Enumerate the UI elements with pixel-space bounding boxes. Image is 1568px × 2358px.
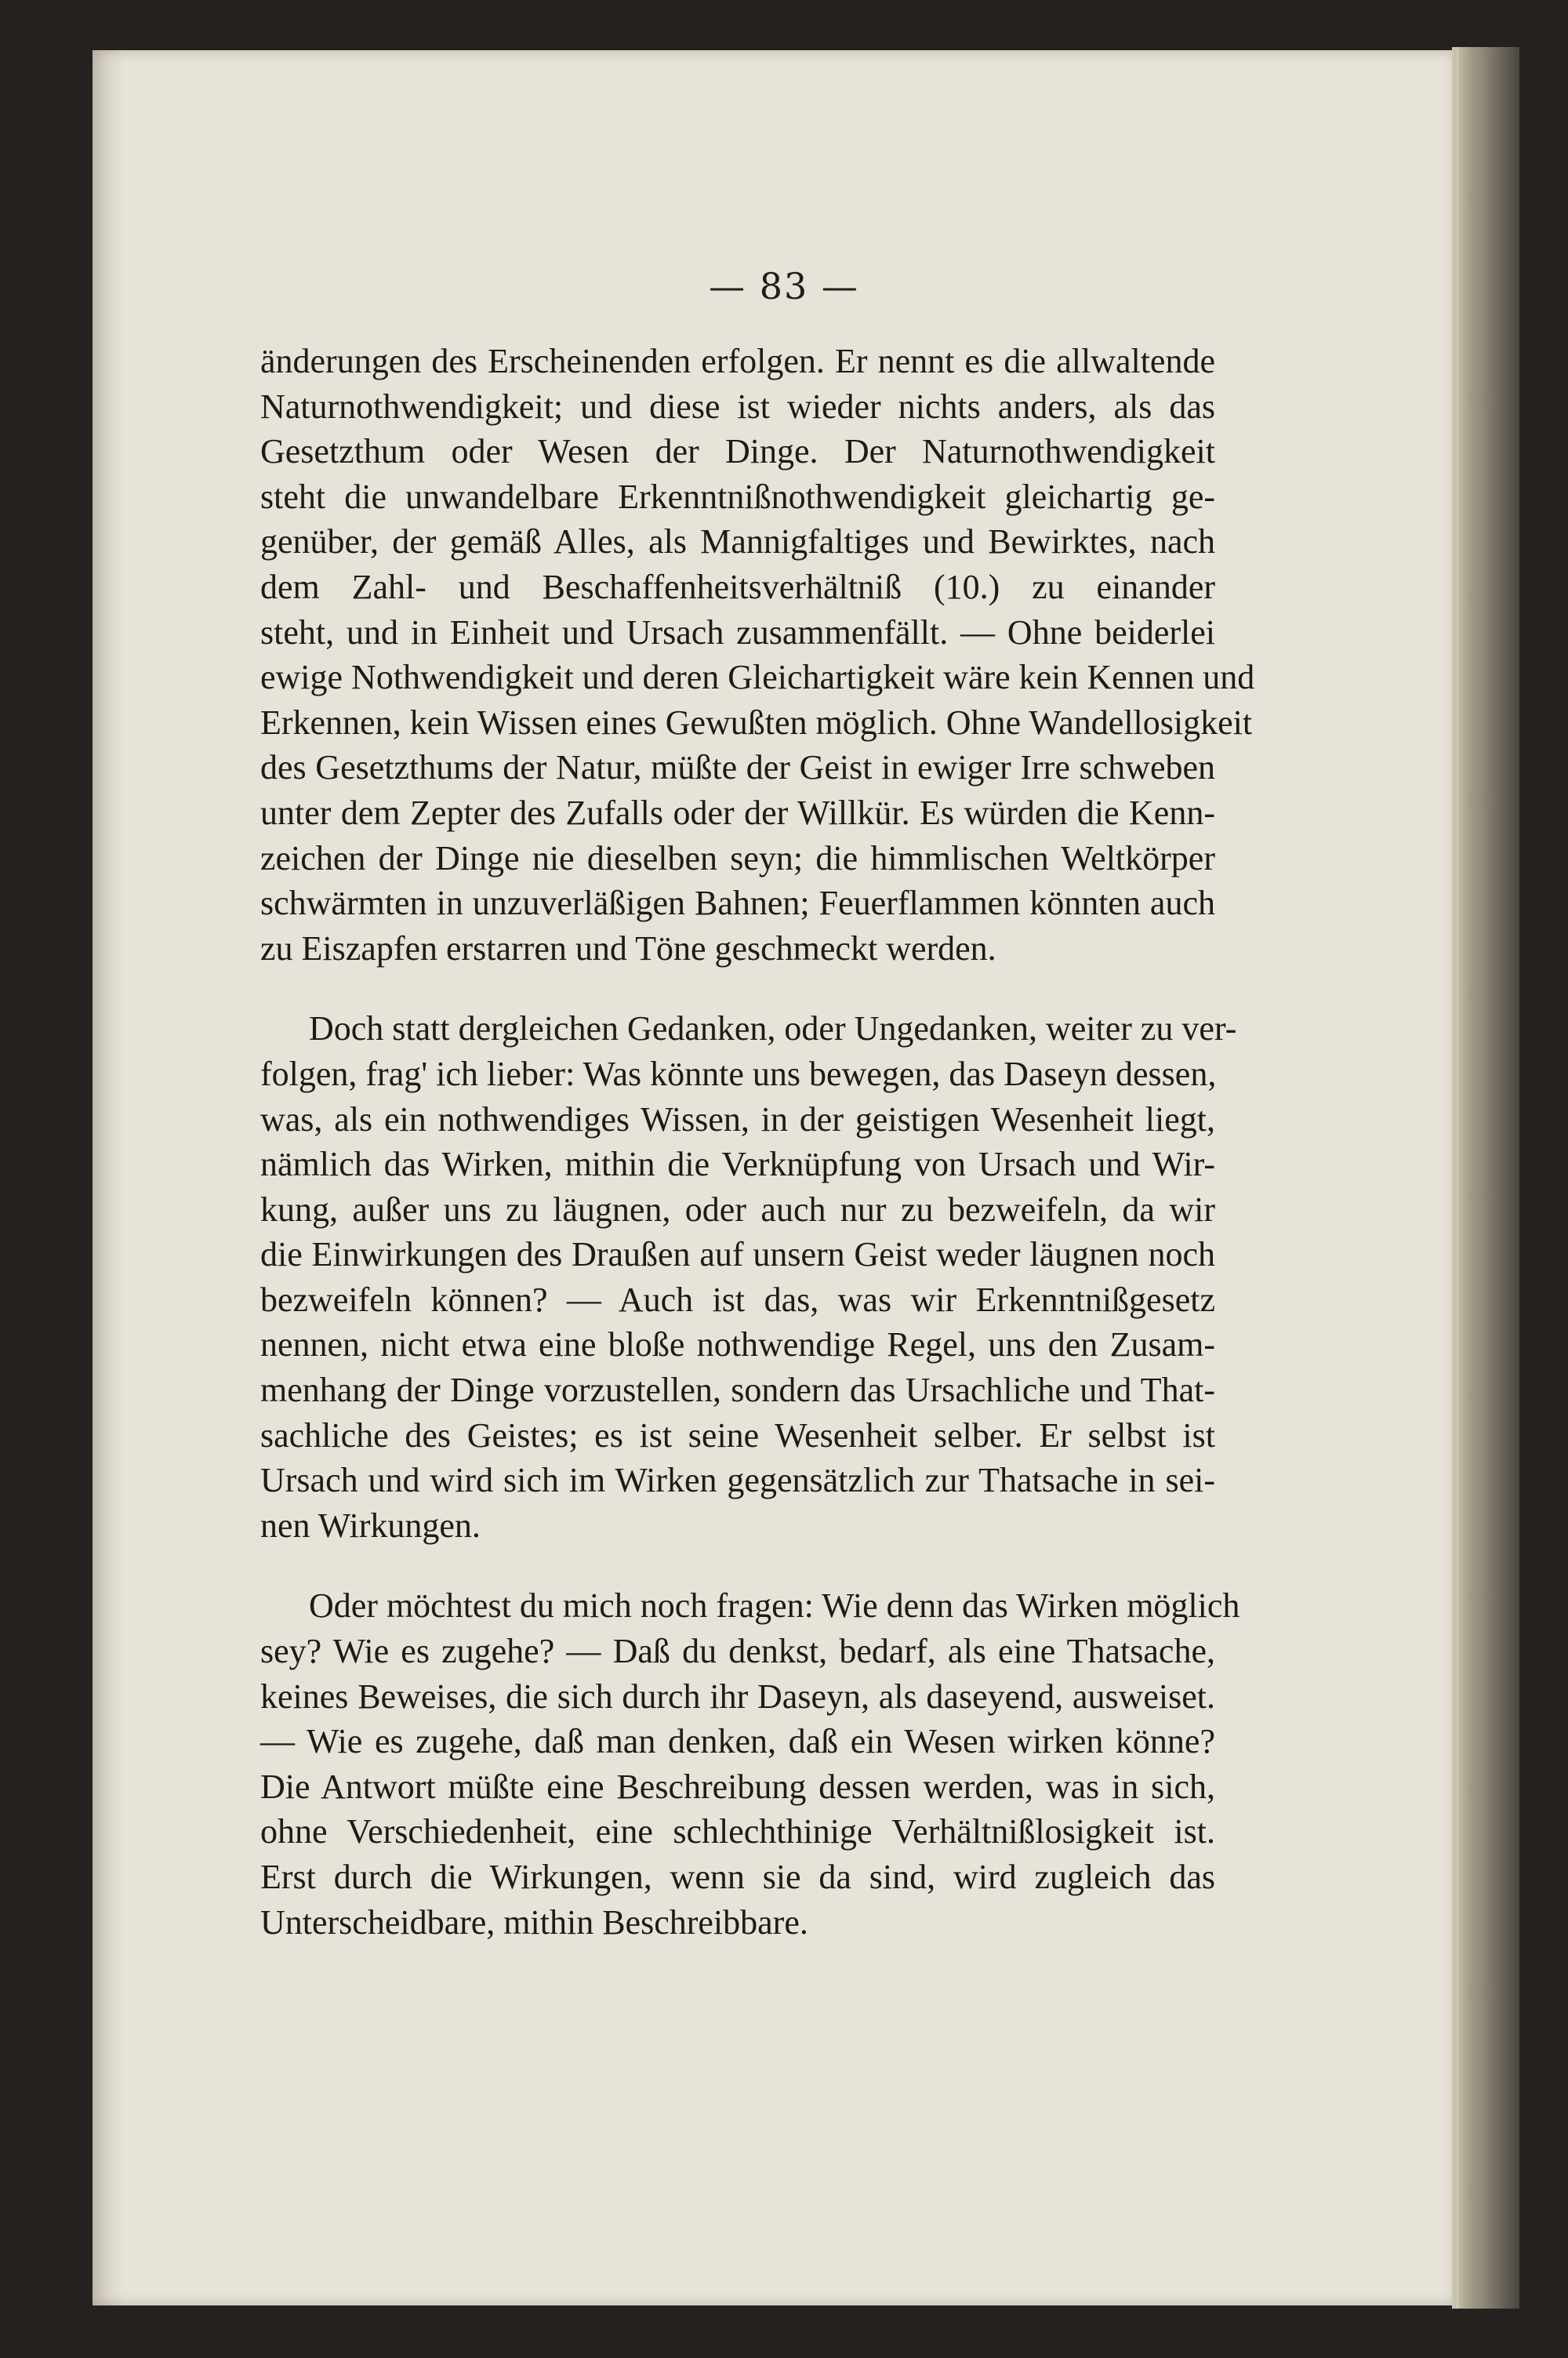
text-line: keines Beweises, die sich durch ihr Daseyn, als daseyend, ausweiset. xyxy=(260,1677,1215,1716)
paragraph-2 xyxy=(260,1006,1237,1548)
text-line: sachliche des Geistes; es ist seine Wesenheit selber. Er selbst ist xyxy=(260,1415,1215,1455)
paragraph-3 xyxy=(260,1583,1240,1945)
text-line: nennen, nicht etwa eine bloße nothwendige Regel, uns den Zusam- xyxy=(260,1325,1215,1364)
text-line: zeichen der Dinge nie dieselben seyn; die himmlischen Weltkörper xyxy=(260,838,1215,877)
text-line: nämlich das Wirken, mithin die Verknüpfung von Ursach und Wir- xyxy=(260,1145,1215,1184)
text-line: bezweifeln können? — Auch ist das, was wir Erkenntnißgesetz xyxy=(260,1280,1215,1319)
body-text xyxy=(260,339,1255,1945)
paragraph-gap xyxy=(260,971,1215,1006)
paragraph-gap xyxy=(260,1548,1215,1583)
text-line: zu Eiszapfen erstarren und Töne geschmeckt werden. xyxy=(260,928,996,968)
text-line: steht die unwandelbare Erkenntnißnothwendigkeit gleichartig ge- xyxy=(260,477,1215,516)
page-number: — 83 — xyxy=(709,265,859,307)
page-edge xyxy=(1452,47,1519,2309)
text-line: Gesetzthum oder Wesen der Dinge. Der Naturnothwendigkeit xyxy=(260,432,1215,471)
text-line: die Einwirkungen des Draußen auf unsern Geist weder läugnen noch xyxy=(260,1235,1215,1274)
text-line: ohne Verschiedenheit, eine schlechthinige Verhältnißlosigkeit ist. xyxy=(260,1812,1215,1851)
text-line: folgen, frag' ich lieber: Was könnte uns bewegen, das Daseyn dessen, xyxy=(260,1054,1217,1093)
text-line: Erst durch die Wirkungen, wenn sie da sind, wird zugleich das xyxy=(260,1858,1215,1896)
text-line: des Gesetzthums der Natur, müßte der Geist in ewiger Irre schweben xyxy=(260,748,1215,787)
text-line: dem Zahl- und Beschaffenheitsverhältniß (10.) zu einander xyxy=(260,567,1215,606)
text-line: nen Wirkungen. xyxy=(260,1506,481,1545)
paragraph-1 xyxy=(260,339,1255,971)
text-line: Die Antwort müßte eine Beschreibung dessen werden, was in sich, xyxy=(260,1767,1215,1806)
text-line: unter dem Zepter des Zufalls oder der Willkür. Es würden die Kenn- xyxy=(260,793,1215,832)
text-line: — Wie es zugehe, daß man denken, daß ein Wesen wirken könne? xyxy=(260,1722,1215,1761)
text-line: Unterscheidbare, mithin Beschreibbare. xyxy=(260,1902,808,1942)
text-line: Erkennen, kein Wissen eines Gewußten möglich. Ohne Wandellosigkeit xyxy=(260,703,1253,742)
text-line: genüber, der gemäß Alles, als Mannigfaltiges und Bewirktes, nach xyxy=(260,522,1215,561)
text-line: Doch statt dergleichen Gedanken, oder Ungedanken, weiter zu ver- xyxy=(309,1009,1237,1048)
text-line: was, als ein nothwendiges Wissen, in der geistigen Wesenheit liegt, xyxy=(260,1099,1215,1139)
text-line: menhang der Dinge vorzustellen, sondern das Ursachliche und That- xyxy=(260,1371,1215,1410)
text-line: Naturnothwendigkeit; und diese ist wieder nichts anders, als das xyxy=(260,387,1215,426)
spine-shadow xyxy=(93,50,124,2305)
text-line: kung, außer uns zu läugnen, oder auch nur zu bezweifeln, da wir xyxy=(260,1190,1215,1229)
text-line: Oder möchtest du mich noch fragen: Wie denn das Wirken möglich xyxy=(309,1586,1240,1626)
text-line: änderungen des Erscheinenden erfolgen. Er nennt es die allwaltende xyxy=(260,342,1215,380)
text-line: Ursach und wird sich im Wirken gegensätzlich zur Thatsache in sei- xyxy=(260,1461,1215,1500)
text-line: schwärmten in unzuverläßigen Bahnen; Feuerflammen könnten auch xyxy=(260,884,1215,923)
text-line: sey? Wie es zugehe? — Daß du denkst, bedarf, als eine Thatsache, xyxy=(260,1632,1215,1671)
text-line: ewige Nothwendigkeit und deren Gleichartigkeit wäre kein Kennen und xyxy=(260,658,1255,697)
text-line: steht, und in Einheit und Ursach zusammenfällt. — Ohne beiderlei xyxy=(260,612,1215,652)
